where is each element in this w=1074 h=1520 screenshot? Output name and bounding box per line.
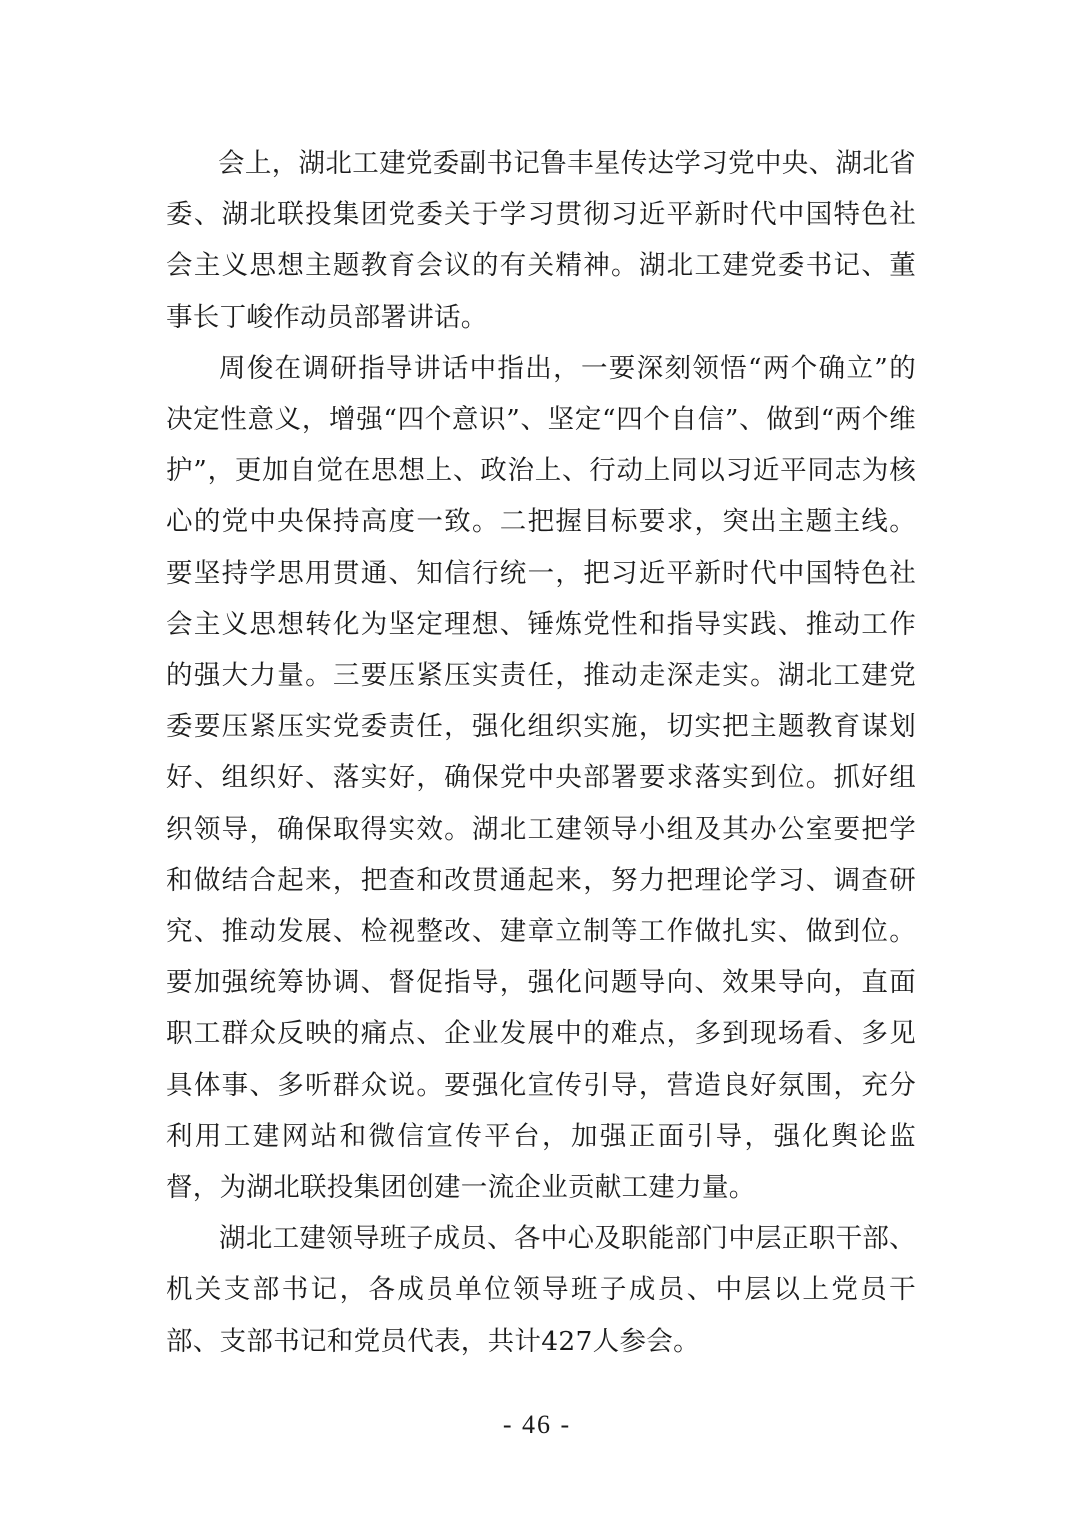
- page-number: - 46 -: [502, 1410, 572, 1439]
- paragraph-speech-summary: 周俊在调研指导讲话中指出，一要深刻领悟“两个确立”的决定性意义，增强“四个意识”、坚定“四个自信”、做到“两个维护”，更加自觉在思想上、政治上、行动上同以习近平同志为核心的党中央保持高度一致。二把握目标要求，突出主题主线。要坚持学思用贯通、知信行统一，把习近平新时代中国特色社会主义思想转化为坚定理想、锤炼党性和指导实践、推动工作的强大力量。三要压紧压实责任，推动走深走实。湖北工建党委要压紧压实党委责任，强化组织实施，切实把主题教育谋划好、组织好、落实好，确保党中央部署要求落实到位。抓好组织领导，确保取得实效。湖北工建领导小组及其办公室要把学和做结合起来，把查和改贯通起来，努力把理论学习、调查研究、推动发展、检视整改、建章立制等工作做扎实、做到位。要加强统筹协调、督促指导，强化问题导向、效果导向，直面职工群众反映的痛点、企业发展中的难点，多到现场看、多见具体事、多听群众说。要强化宣传引导，营造良好氛围，充分利用工建网站和微信宣传平台，加强正面引导，强化舆论监督，为湖北联投集团创建一流企业贡献工建力量。: [166, 352, 916, 1204]
- paragraph-meeting-opening: 会上，湖北工建党委副书记鲁丰星传达学习党中央、湖北省委、湖北联投集团党委关于学习贯彻习近平新时代中国特色社会主义思想主题教育会议的有关精神。湖北工建党委书记、董事长丁峻作动员部署讲话。: [166, 148, 916, 333]
- paragraph-attendees: 湖北工建领导班子成员、各中心及职能部门中层正职干部、机关支部书记，各成员单位领导班子成员、中层以上党员干部、支部书记和党员代表，共计427人参会。: [166, 1223, 916, 1357]
- body-text: [166, 138, 916, 1367]
